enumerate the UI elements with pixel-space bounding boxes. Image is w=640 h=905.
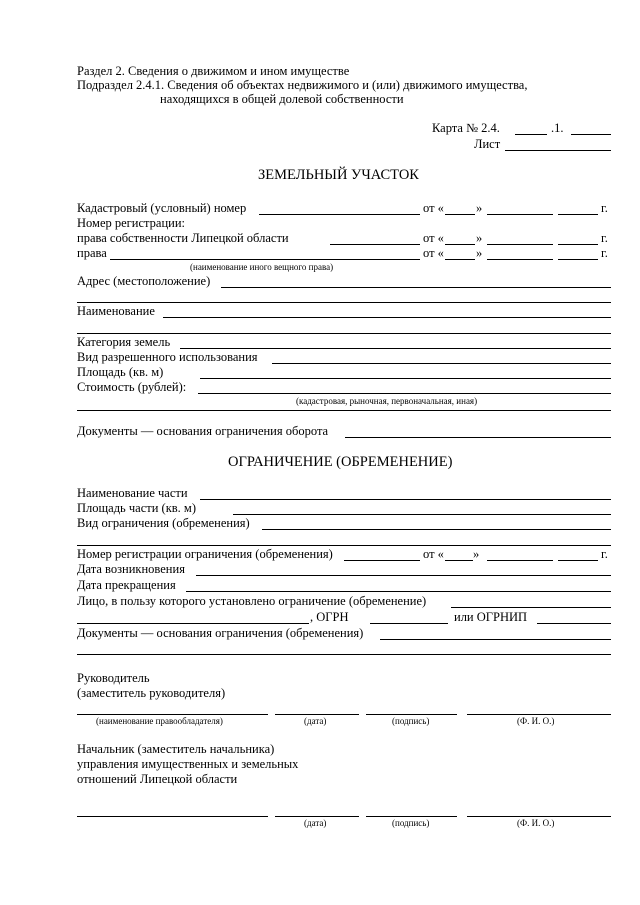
holder-name-caption: (наименование правообладателя) <box>96 716 223 726</box>
card-number-label: Карта № 2.4. <box>432 121 500 135</box>
head-label-line2: (заместитель руководителя) <box>77 686 226 700</box>
beneficiary-label: Лицо, в пользу которого установлено ограничение (обременение) <box>77 594 427 608</box>
area-label: Площадь (кв. м) <box>77 365 164 379</box>
head-date-field[interactable] <box>275 714 359 715</box>
part-name-label: Наименование части <box>77 486 188 500</box>
date-quote-close: » <box>476 201 483 215</box>
holder-name-field[interactable] <box>77 714 268 715</box>
chief-date-caption: (дата) <box>304 818 327 828</box>
part-area-field[interactable] <box>233 514 611 515</box>
date-month-field[interactable] <box>487 560 553 561</box>
beneficiary-field[interactable] <box>451 607 611 608</box>
restriction-heading: ОГРАНИЧЕНИЕ (ОБРЕМЕНЕНИЕ) <box>228 454 453 470</box>
head-date-caption: (дата) <box>304 716 327 726</box>
land-category-field[interactable] <box>180 348 611 349</box>
date-day-field[interactable] <box>445 259 475 260</box>
date-year-suffix: г. <box>601 231 608 245</box>
cost-field-continued[interactable] <box>77 410 611 411</box>
end-date-field[interactable] <box>186 591 611 592</box>
card-number-field-1[interactable] <box>515 134 547 135</box>
other-right-caption: (наименование иного вещного права) <box>190 262 334 272</box>
other-right-label: права <box>77 246 107 260</box>
area-field[interactable] <box>200 378 611 379</box>
date-quote-close: » <box>476 231 483 245</box>
date-from-label: от « <box>423 547 444 561</box>
restriction-documents-field[interactable] <box>380 639 611 640</box>
date-year-suffix: г. <box>601 246 608 260</box>
date-from-label: от « <box>423 231 444 245</box>
chief-fio-field[interactable] <box>467 816 611 817</box>
chief-name-field[interactable] <box>77 816 268 817</box>
chief-date-field[interactable] <box>275 816 359 817</box>
chief-label-line2: управления имущественных и земельных <box>77 757 299 771</box>
date-from-label: от « <box>423 246 444 260</box>
restriction-reg-number-field[interactable] <box>344 560 420 561</box>
chief-label-line3: отношений Липецкой области <box>77 772 238 786</box>
cost-field[interactable] <box>198 393 611 394</box>
head-fio-caption: (Ф. И. О.) <box>517 716 555 726</box>
date-year-field[interactable] <box>558 259 598 260</box>
chief-signature-field[interactable] <box>366 816 457 817</box>
restriction-type-field[interactable] <box>262 529 611 530</box>
part-name-field[interactable] <box>200 499 611 500</box>
cost-label: Стоимость (рублей): <box>77 380 187 394</box>
chief-fio-caption: (Ф. И. О.) <box>517 818 555 828</box>
part-area-label: Площадь части (кв. м) <box>77 501 196 515</box>
section-title: Раздел 2. Сведения о движимом и ином имуществе <box>77 64 350 78</box>
ogrn-label: , ОГРН <box>310 610 349 624</box>
date-month-field[interactable] <box>487 244 553 245</box>
cadastral-number-field[interactable] <box>259 214 420 215</box>
date-year-suffix: г. <box>601 201 608 215</box>
restriction-reg-number-label: Номер регистрации ограничения (обременения) <box>77 547 333 561</box>
card-number-separator: .1. <box>551 121 564 135</box>
date-month-field[interactable] <box>487 259 553 260</box>
ogrnip-field[interactable] <box>537 623 611 624</box>
head-signature-caption: (подпись) <box>392 716 430 726</box>
date-day-field[interactable] <box>445 560 473 561</box>
ownership-right-label: права собственности Липецкой области <box>77 231 289 245</box>
restriction-type-field-continued[interactable] <box>77 545 611 546</box>
restriction-documents-label: Документы — основания ограничения (обременения) <box>77 626 364 640</box>
start-date-label: Дата возникновения <box>77 562 185 576</box>
subsection-title-line1: Подраздел 2.4.1. Сведения об объектах недвижимого и (или) движимого имущества, <box>77 78 528 92</box>
other-right-field[interactable] <box>110 259 420 260</box>
address-field-continued[interactable] <box>77 302 611 303</box>
date-from-label: от « <box>423 201 444 215</box>
permitted-use-field[interactable] <box>272 363 611 364</box>
date-year-field[interactable] <box>558 214 598 215</box>
address-field[interactable] <box>221 287 611 288</box>
restriction-documents-field-continued[interactable] <box>77 654 611 655</box>
name-field-continued[interactable] <box>77 333 611 334</box>
head-label-line1: Руководитель <box>77 671 150 685</box>
head-fio-field[interactable] <box>467 714 611 715</box>
date-day-field[interactable] <box>445 214 475 215</box>
date-month-field[interactable] <box>487 214 553 215</box>
card-number-field-2[interactable] <box>571 134 611 135</box>
date-year-suffix: г. <box>601 547 608 561</box>
sheet-number-field[interactable] <box>505 150 611 151</box>
sheet-label: Лист <box>474 137 501 151</box>
registration-number-label: Номер регистрации: <box>77 216 185 230</box>
name-field[interactable] <box>163 317 611 318</box>
land-plot-heading: ЗЕМЕЛЬНЫЙ УЧАСТОК <box>258 167 419 183</box>
name-label: Наименование <box>77 304 155 318</box>
permitted-use-label: Вид разрешенного использования <box>77 350 258 364</box>
circulation-documents-field[interactable] <box>345 437 611 438</box>
restriction-type-label: Вид ограничения (обременения) <box>77 516 250 530</box>
chief-label-line1: Начальник (заместитель начальника) <box>77 742 275 756</box>
ogrnip-label: или ОГРНИП <box>454 610 528 624</box>
cadastral-number-label: Кадастровый (условный) номер <box>77 201 247 215</box>
date-day-field[interactable] <box>445 244 475 245</box>
cost-caption: (кадастровая, рыночная, первоначальная, иная) <box>296 396 478 406</box>
date-year-field[interactable] <box>558 244 598 245</box>
ownership-registration-field[interactable] <box>330 244 420 245</box>
land-category-label: Категория земель <box>77 335 171 349</box>
date-quote-close: » <box>476 246 483 260</box>
date-quote-close: » <box>473 547 480 561</box>
chief-signature-caption: (подпись) <box>392 818 430 828</box>
end-date-label: Дата прекращения <box>77 578 176 592</box>
date-year-field[interactable] <box>558 560 598 561</box>
subsection-title-line2: находящихся в общей долевой собственности <box>160 92 404 106</box>
start-date-field[interactable] <box>196 575 611 576</box>
address-label: Адрес (местоположение) <box>77 274 211 288</box>
head-signature-field[interactable] <box>366 714 457 715</box>
ogrn-field[interactable] <box>370 623 448 624</box>
beneficiary-name-field[interactable] <box>77 623 309 624</box>
circulation-documents-label: Документы — основания ограничения оборота <box>77 424 329 438</box>
